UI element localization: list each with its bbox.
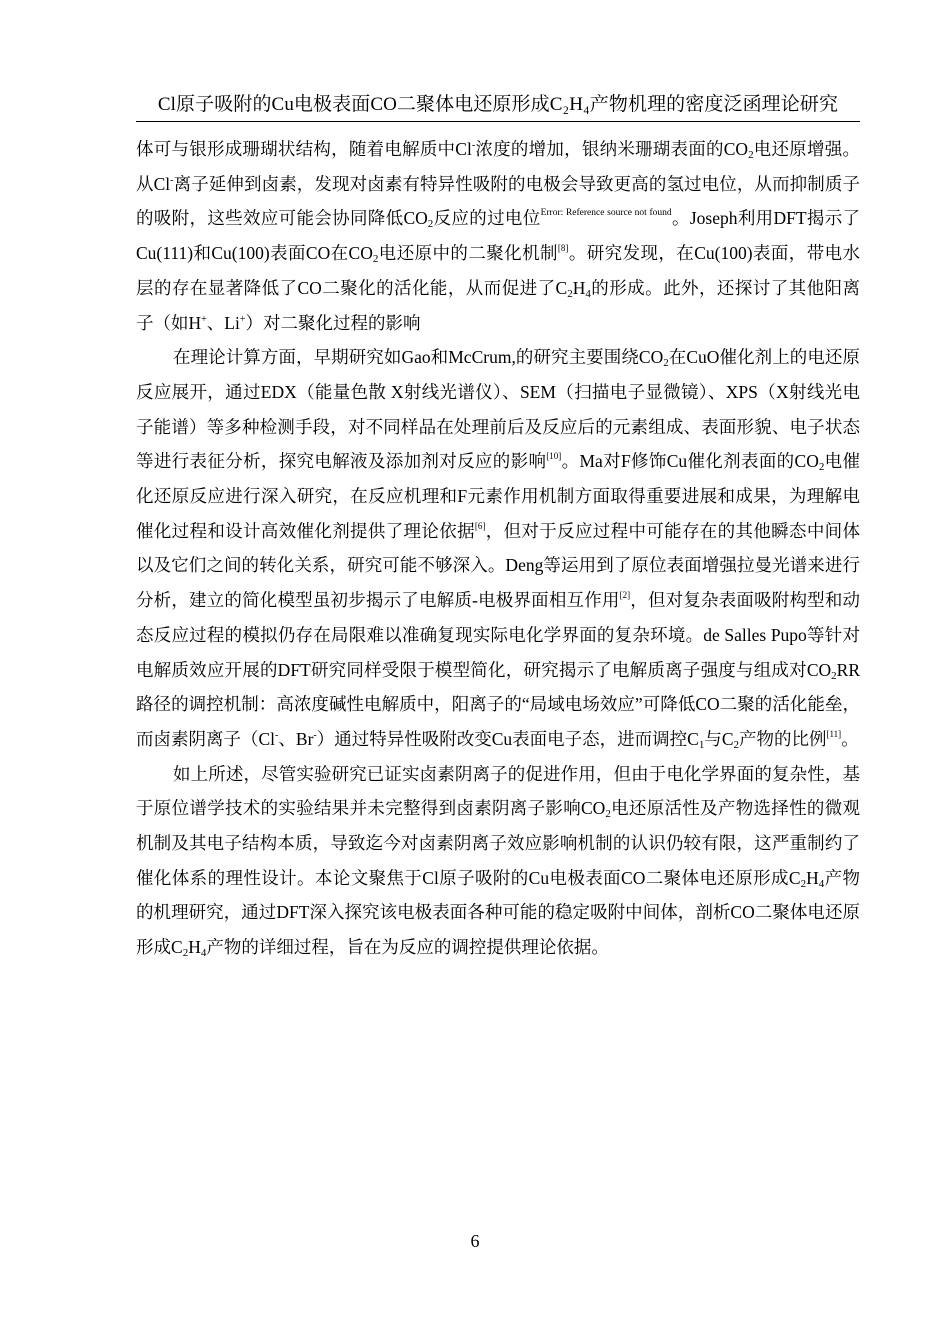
paragraph-1 (136, 132, 860, 340)
subscript: 4 (200, 947, 207, 960)
subscript: 2 (800, 877, 807, 890)
text-run: 、Li (206, 312, 240, 333)
text-run: 电还原活性及产物选择性的微观机制及其电子结构本质，导致迄今对卤素阴离子效应影响机制的认识仍较有限，这严重制约了催化体系的理性设计。本论文聚焦于Cl原子吸附的Cu电极表面CO二聚体电还原形成C (136, 798, 861, 888)
text-run: 浓度的增加，银纳米珊瑚表面的CO (475, 139, 749, 159)
header-rule (136, 121, 860, 122)
text-run: 。研究发现，在Cu(100)表面，带电水层的存在显著降低了CO二聚化的活化能，从而促进了C (136, 243, 861, 298)
citation: [6] (474, 520, 486, 531)
superscript: - (471, 140, 476, 151)
subscript: 2 (182, 947, 189, 960)
citation: [8] (557, 243, 569, 254)
text-run: 在CuO催化剂上的电还原反应展开，通过EDX（能量色散 X射线光谱仪）、SEM（扫描电子显微镜）、XPS（X射线光电子能谱）等多种检测手段，对不同样品在处理前后及反应后的元素组成、表面形貌、电子状态等进行表征分析，探究电解液及添加剂对反应的影响 (136, 347, 861, 472)
subscript: 2 (605, 808, 611, 821)
broken-reference: Error: Reference source not found (540, 208, 672, 219)
superscript: + (201, 313, 207, 325)
paragraph-2 (136, 340, 860, 756)
text-run: 电还原增强。从Cl (136, 139, 860, 194)
text-run: 在理论计算方面，早期研究如Gao和McCrum,的研究主要围绕CO (173, 347, 664, 368)
subscript: 4 (818, 877, 825, 890)
subscript: 2 (427, 218, 434, 231)
text-run: ）对二聚化过程的影响 (245, 312, 421, 333)
text-run: RR路径的调控机制：高浓度碱性电解质中，阳离子的“局域电场效应”可降低CO二聚的活化能垒，而卤素阴离子（Cl (136, 659, 860, 749)
subscript: 2 (733, 738, 740, 751)
text-run: 、Br (278, 728, 314, 749)
subscript: 2 (748, 149, 754, 161)
text-run: 。 (841, 728, 859, 749)
text-run: 的形成。此外，还探讨了其他阳离子（如H (136, 277, 861, 333)
text-run: H (188, 937, 201, 958)
superscript: - (313, 729, 317, 741)
text-run: 电催化还原反应进行深入研究，在反应机理和F元素作用机制方面取得重要进展和成果，为理解电催化过程和设计高效催化剂提供了理论依据 (136, 451, 861, 541)
running-header: Cl原子吸附的Cu电极表面CO二聚体电还原形成C₂H₄产物机理的密度泛函理论研究 (157, 94, 839, 115)
subscript: 2 (372, 253, 379, 266)
text-run: 产物的机理研究，通过DFT深入探究该电极表面各种可能的稳定吸附中间体，剖析CO二聚体电还原形成C (136, 867, 861, 958)
text-run: ）通过特异性吸附改变Cu表面电子态，进而调控C (316, 728, 699, 749)
subscript: 1 (698, 738, 705, 751)
text-run: 。Ma对F修饰Cu催化剂表面的CO (561, 451, 819, 472)
citation: [11] (826, 728, 842, 739)
text-run: 离子延伸到卤素，发现对卤素有特异性吸附的电极会导致更高的氢过电位，从而抑制质子的吸附，这些效应可能会协同降低CO (136, 173, 860, 229)
text-run: 体可与银形成珊瑚状结构，随着电解质中Cl (136, 139, 472, 159)
superscript: + (239, 313, 246, 325)
text-run: 产物的详细过程，旨在为反应的调控提供理论依据。 (206, 937, 609, 958)
text-run: 与C (704, 728, 734, 749)
text-run: 反应的过电位 (433, 208, 541, 229)
body-text (136, 132, 860, 965)
subscript: 2 (831, 669, 837, 682)
subscript: 2 (818, 461, 825, 474)
text-run: H (572, 277, 586, 298)
text-run: H (806, 867, 819, 888)
text-run: 产物的比例 (739, 728, 827, 749)
superscript: - (170, 174, 174, 186)
text-run: 如上所述，尽管实验研究已证实卤素阴离子的促进作用，但由于电化学界面的复杂性，基于原位谱学技术的实验结果并未完整得到卤素阴离子影响CO (136, 763, 860, 819)
superscript: - (275, 729, 279, 741)
page-number: 6 (470, 1231, 480, 1251)
text-run: 。Joseph利用DFT揭示了Cu(111)和Cu(100)表面CO在CO (136, 208, 861, 264)
paragraph-3 (136, 757, 860, 965)
text-run: ，但对复杂表面吸附构型和动态反应过程的模拟仍存在局限难以准确复现实际电化学界面的复杂环境。de Salles Pupo等针对电解质效应开展的DFT研究同样受限于模型简化，研究揭示了电解质离子强度与组成对CO (136, 590, 861, 680)
citation: [10] (546, 451, 562, 462)
citation: [2] (619, 590, 631, 601)
text-run: ，但对于反应过程中可能存在的其他瞬态中间体以及它们之间的转化关系，研究可能不够深入。Deng等运用到了原位表面增强拉曼光谱来进行分析，建立的简化模型虽初步揭示了电解质-电极界面相互作用 (136, 520, 861, 611)
subscript: 4 (585, 287, 591, 300)
subscript: 2 (663, 357, 669, 370)
text-run: 电还原中的二聚化机制 (378, 243, 558, 264)
subscript: 2 (567, 287, 573, 300)
